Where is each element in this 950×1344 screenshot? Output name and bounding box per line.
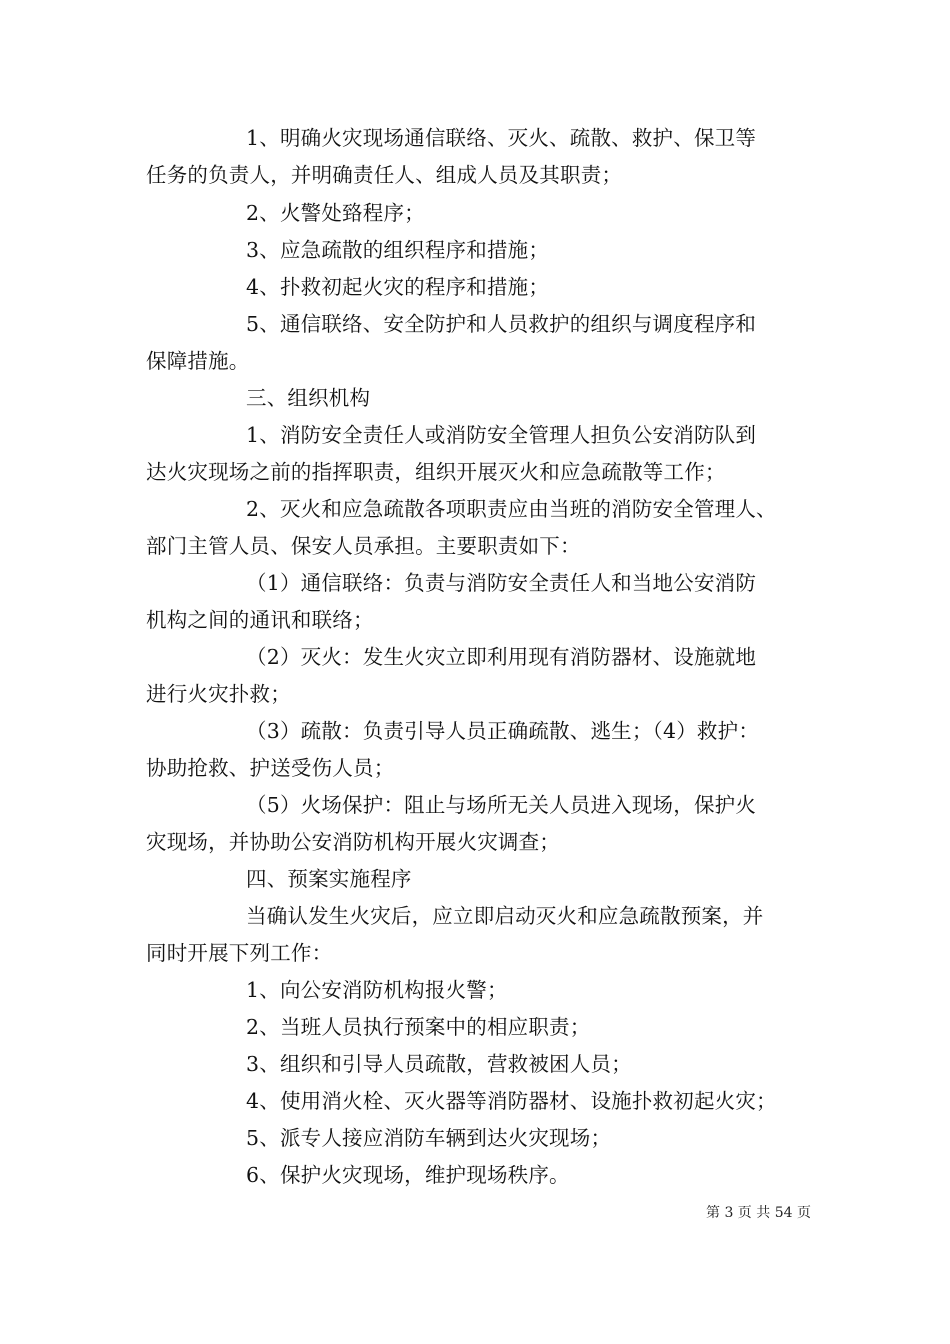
body-line: 4、扑救初起火灾的程序和措施； (246, 275, 550, 299)
body-line: 机构之间的通讯和联络； (146, 608, 374, 632)
section-heading: 四、预案实施程序 (246, 867, 412, 891)
body-line: 保障措施。 (146, 349, 250, 373)
body-line: （3）疏散：负责引导人员正确疏散、逃生；（4）救护： (246, 719, 760, 743)
body-line: 进行火灾扑救； (146, 682, 291, 706)
body-line: 当确认发生火灾后，应立即启动灭火和应急疏散预案，并 (246, 904, 764, 928)
body-line: （2）灭火：发生火灾立即利用现有消防器材、设施就地 (246, 645, 757, 669)
body-line: （1）通信联络：负责与消防安全责任人和当地公安消防 (246, 571, 757, 595)
body-line: 1、向公安消防机构报火警； (246, 978, 508, 1002)
body-line: 6、保护火灾现场，维护现场秩序。 (246, 1163, 570, 1187)
body-line: 2、火警处臵程序； (246, 201, 425, 225)
body-line: 2、灭火和应急疏散各项职责应由当班的消防安全管理人、 (246, 497, 777, 521)
body-line: 5、通信联络、安全防护和人员救护的组织与调度程序和 (246, 312, 757, 336)
body-line: 部门主管人员、保安人员承担。主要职责如下： (146, 534, 581, 558)
body-line: 灾现场，并协助公安消防机构开展火灾调查； (146, 830, 560, 854)
body-line: 3、应急疏散的组织程序和措施； (246, 238, 550, 262)
body-line: 协助抢救、护送受伤人员； (146, 756, 395, 780)
section-heading: 三、组织机构 (246, 386, 371, 410)
page-number: 第 3 页 共 54 页 (706, 1205, 811, 1221)
body-line: 达火灾现场之前的指挥职责，组织开展灭火和应急疏散等工作； (146, 460, 726, 484)
body-line: 2、当班人员执行预案中的相应职责； (246, 1015, 591, 1039)
body-line: 任务的负责人，并明确责任人、组成人员及其职责； (146, 163, 623, 187)
body-line: 1、消防安全责任人或消防安全管理人担负公安消防队到 (246, 423, 757, 447)
body-line: 5、派专人接应消防车辆到达火灾现场； (246, 1126, 612, 1150)
body-line: 1、明确火灾现场通信联络、灭火、疏散、救护、保卫等 (246, 126, 757, 150)
body-line: 同时开展下列工作： (146, 941, 333, 965)
body-line: （5）火场保护：阻止与场所无关人员进入现场，保护火 (246, 793, 757, 817)
body-line: 4、使用消火栓、灭火器等消防器材、设施扑救初起火灾； (246, 1089, 777, 1113)
body-line: 3、组织和引导人员疏散，营救被困人员； (246, 1052, 632, 1076)
